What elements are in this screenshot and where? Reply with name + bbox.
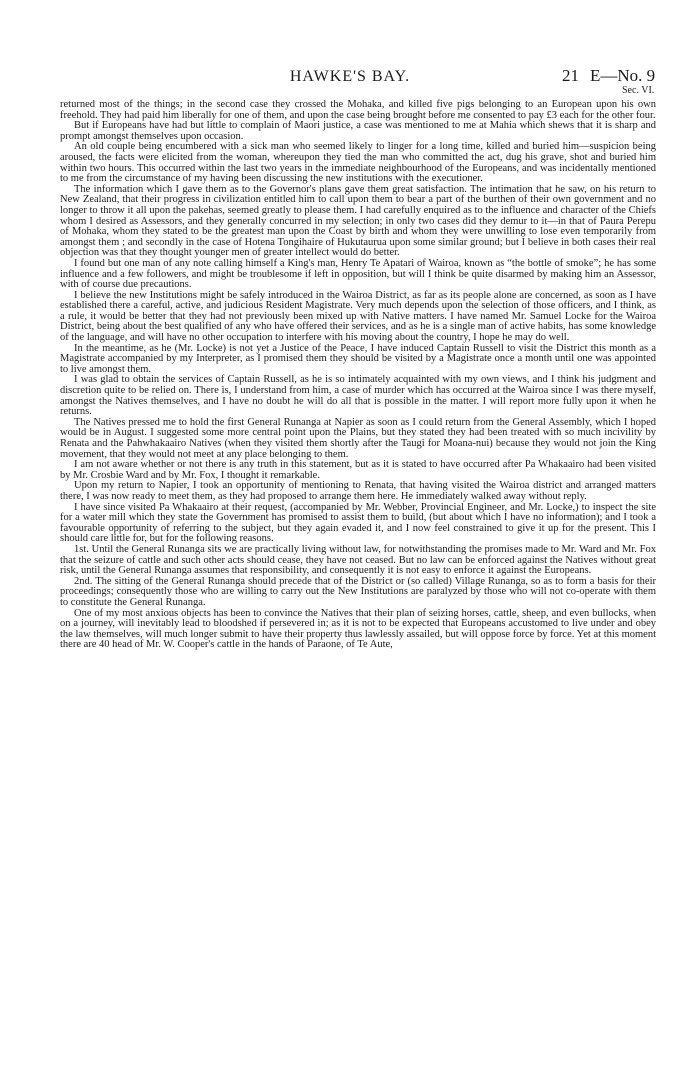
paragraph: I believe the new Institutions might be safely introduced in the Wairoa District, as far as its people alone are concerned, as soon as I have established there a careful, active, and judicious Resident Magistrate. Very much depends upon the selection of those officers, and I think, as a rule, it would be better that they had not previously been mixed up with Native matters. I have named Mr. Samuel Locke for the Wairoa District, being about the best qualified of any who have offered their services, and as he is a single man of active habits, has some knowledge of the language, and will have no other occupation to interfere with his moving about the country, I hope he may do well.: [60, 289, 656, 344]
paragraph: But if Europeans have had but little to complain of Maori justice, a case was mentioned to me at Mahia which shews that it is sharp and prompt amongst themselves upon occasion.: [60, 120, 656, 142]
paragraph: I am not aware whether or not there is any truth in this statement, but as it is stated to have occurred after Pa Whakaairo had been visited by Mr. Crosbie Ward and by Mr. Fox, I thought it remarkable.: [60, 459, 656, 481]
paragraph: returned most of the things; in the second case they crossed the Mohaka, and killed five pigs belonging to an European upon his own freehold. They had paid him liberally for one of them, and upon the case being brought before me consented to pay £3 each for the other four.: [60, 99, 656, 121]
paragraph: I have since visited Pa Whakaairo at their request, (accompanied by Mr. Webber, Provincial Engineer, and Mr. Locke,) to inspect the site for a water mill which they state the Government has promised to assist them to build, (but about which I have no information); and I took a favourable opportunity of referring to the subject, but they again evaded it, and I now feel constrained to give it up for the present. This I should care little for, but for the following reasons.: [60, 501, 656, 545]
paragraph: An old couple being encumbered with a sick man who seemed likely to linger for a long time, killed and buried him—suspicion being aroused, the facts were elicited from the woman, whereupon they tied the man who committed the act, dug his grave, shot and buried him within two hours. This occurred within the last two years in the immediate neighbourhood of the Europeans, and was incidentally mentioned to me from the circumstance of my having been discussing the new institutions with the executioner.: [60, 141, 656, 185]
paragraph: Upon my return to Napier, I took an opportunity of mentioning to Renata, that having visited the Wairoa district and arranged matters there, I was now ready to meet them, as they had proposed to arrange them here. He immediately walked away without reply.: [60, 480, 656, 502]
page-number: 21: [562, 66, 579, 85]
section-label: Sec. VI.: [622, 85, 655, 96]
paragraph: 1st. Until the General Runanga sits we are practically living without law, for notwithstanding the promises made to Mr. Ward and Mr. Fox that the seizure of cattle and such other acts should cease, they have not ceased. But no law can be enforced against the Natives without great risk, until the General Runanga assumes that responsibility, and consequently it is not easy to enforce it against the Europeans.: [60, 543, 656, 577]
paragraph: In the meantime, as he (Mr. Locke) is not yet a Justice of the Peace, I have induced Captain Russell to visit the District this month as a Magistrate accompanied by my Interpreter, as I promised them they should be visited by a Magistrate once a month until one was appointed to live amongst them.: [60, 342, 656, 375]
paragraph: The Natives pressed me to hold the first General Runanga at Napier as soon as I could return from the General Assembly, which I hoped would be in August. I suggested some more central point upon the Plains, but they stated they had been treated with so much incivility by Renata and the Pahwhakaairo Natives (when they visited them shortly after the Taugi for Moana-nui) because they would not join the King movement, that they would not meet at any place belonging to them.: [60, 416, 656, 460]
body-text: [60, 100, 656, 651]
paragraph: The information which I gave them as to the Governor's plans gave them great satisfaction. The intimation that he saw, on his return to New Zealand, that their progress in civilization entitled him to call upon them to bear a part of the burthen of their own government and no longer to throw it all upon the pakehas, seemed greatly to please them. I had carefully enquired as to the influence and character of the Chiefs whom I desired as Assessors, and they generally concurred in my selection; in only two cases did they demur to it—in that of Paura Perepu of Mohaka, whom they stated to be the greatest man upon the Coast by birth and whom they were unwilling to lose even temporarily from amongst them ; and secondly in the case of Hotena Tongihaire of Hukutaurua upon some similar ground; but I believe in both cases their real objection was that they thought younger men of greater intellect would do better.: [60, 183, 656, 259]
page-header-title: HAWKE'S BAY.: [289, 68, 411, 85]
paragraph: I found but one man of any note calling himself a King's man, Henry Te Apatari of Wairoa, known as “the bottle of smoke”; he has some influence and a few followers, and might be troublesome if left in opposition, but will I think be quite disarmed by making him an Assessor, with of course due precautions.: [60, 257, 656, 291]
paragraph: 2nd. The sitting of the General Runanga should precede that of the District or (so called) Village Runanga, so as to form a basis for their proceedings; consequently those who are willing to carry out the New Institutions are paralyzed by those who will not co-operate with them to constitute the General Runanga.: [60, 575, 656, 608]
paragraph: I was glad to obtain the services of Captain Russell, as he is so intimately acquainted with my own views, and I think his judgment and discretion quite to be relied on. There is, I understand from him, a case of murder which has occurred at the Wairoa since I was there myself, amongst the Natives themselves, and I have no doubt he will do all that is possible in the matter. I will report more fully upon it when he returns.: [60, 374, 656, 418]
paper-number: E—No. 9: [590, 66, 656, 85]
paragraph: One of my most anxious objects has been to convince the Natives that their plan of seizing horses, cattle, sheep, and even bullocks, when on a journey, will inevitably lead to bloodshed if persevered in; as it is not to be expected that Europeans accustomed to live under and obey the law themselves, will much longer submit to have their property thus lawlessly assailed, but will oppose force by force. Yet at this moment there are 40 head of Mr. W. Cooper's cattle in the hands of Paraone, of Te Aute,: [60, 607, 656, 651]
